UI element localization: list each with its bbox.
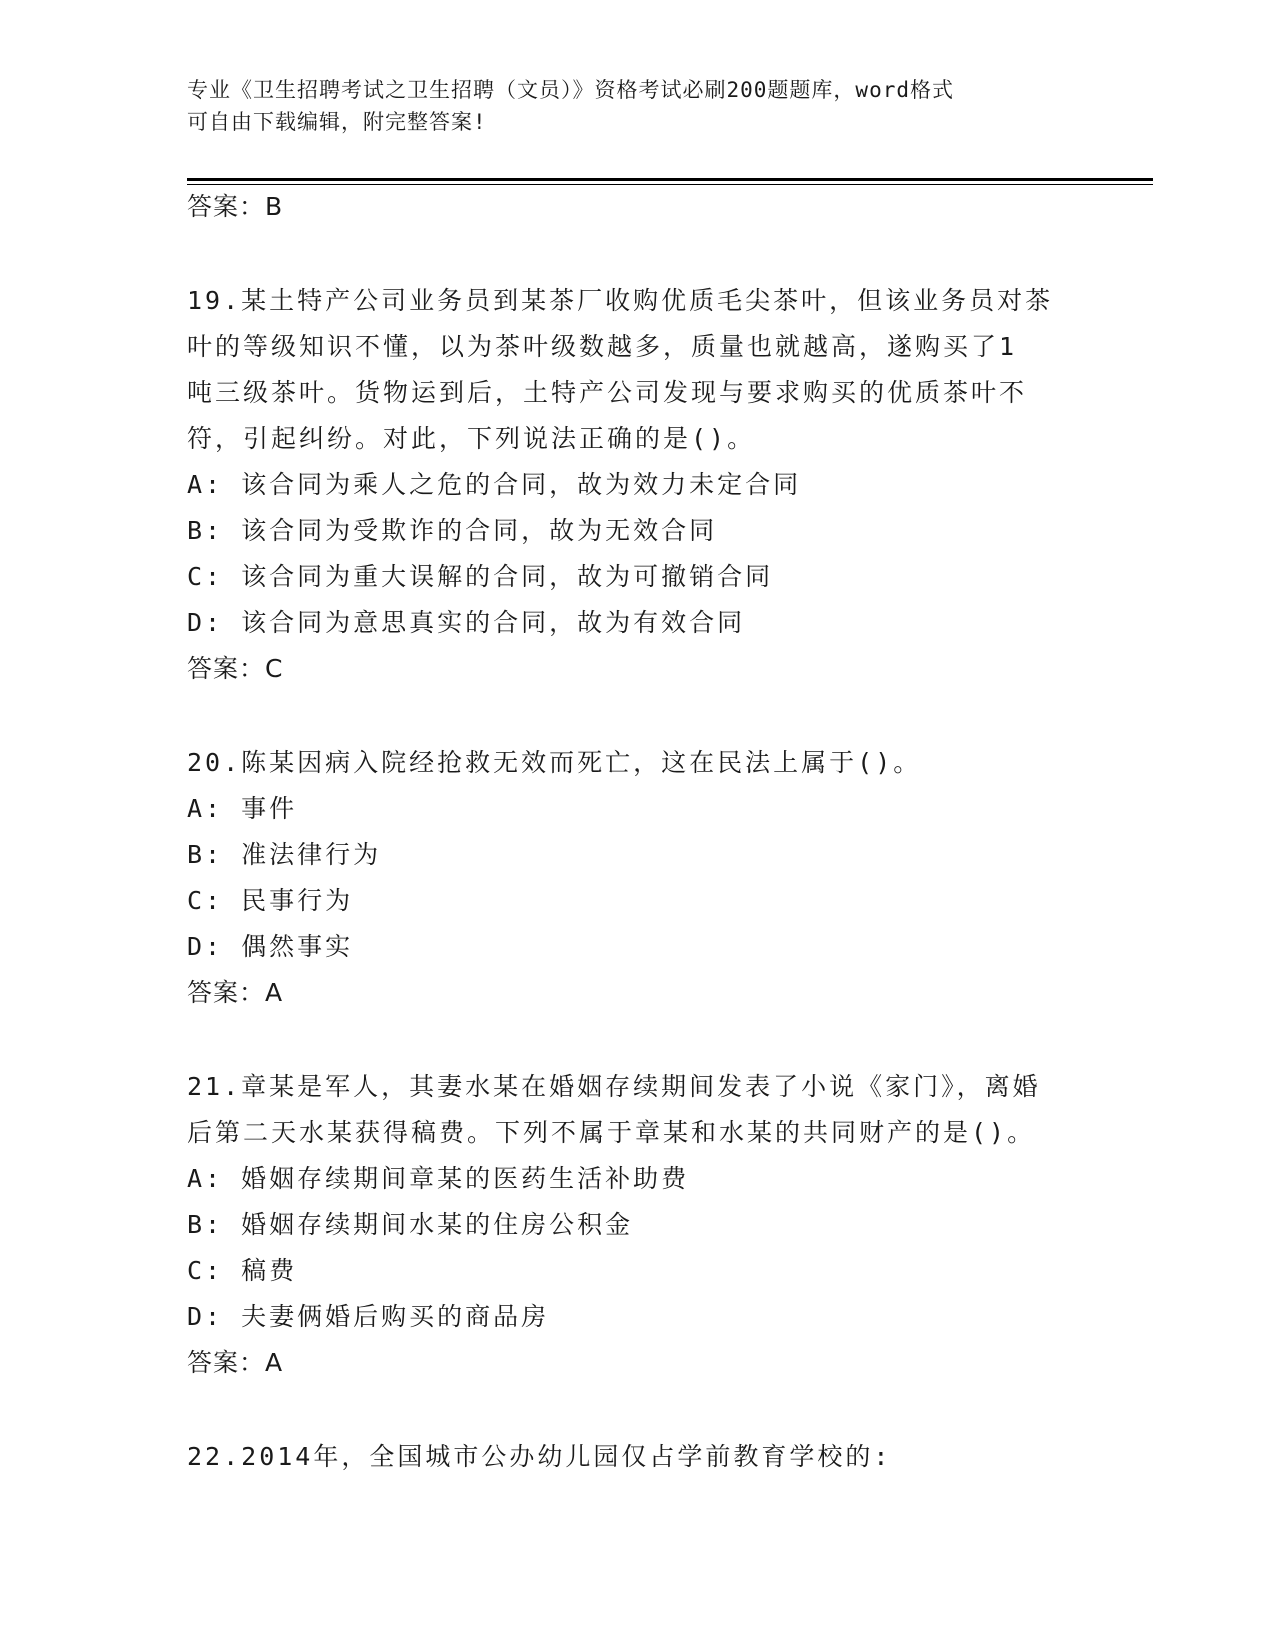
question-stem-line: 后第二天水某获得稿费。下列不属于章某和水某的共同财产的是()。: [187, 1118, 1036, 1147]
option-c: C: 民事行为: [187, 886, 354, 915]
header-rule-thick: [187, 178, 1153, 181]
option-d: D: 夫妻俩婚后购买的商品房: [187, 1302, 550, 1331]
question-21: [187, 1064, 1087, 1386]
question-19: [187, 278, 1087, 692]
option-a: A: 婚姻存续期间章某的医药生活补助费: [187, 1164, 690, 1193]
answer: 答案：C: [187, 654, 284, 683]
option-b: B: 婚姻存续期间水某的住房公积金: [187, 1210, 634, 1239]
page-content: [187, 184, 1087, 1480]
question-stem-line: 20.陈某因病入院经抢救无效而死亡，这在民法上属于()。: [187, 748, 922, 777]
option-b: B: 该合同为受欺诈的合同，故为无效合同: [187, 516, 718, 545]
question-20: [187, 740, 1087, 1016]
answer: 答案：A: [187, 1348, 284, 1377]
question-22: [187, 1434, 1087, 1480]
question-stem-line: 22.2014年，全国城市公办幼儿园仅占学前教育学校的:: [187, 1442, 892, 1471]
header-line-1: 专业《卫生招聘考试之卫生招聘（文员）》资格考试必刷200题题库，word格式: [187, 78, 954, 102]
question-stem-line: 符，引起纠纷。对此，下列说法正确的是()。: [187, 424, 756, 453]
answer: 答案：A: [187, 978, 284, 1007]
question-stem-line: 21.章某是军人，其妻水某在婚姻存续期间发表了小说《家门》，离婚: [187, 1072, 1041, 1101]
question-stem-line: 19.某土特产公司业务员到某茶厂收购优质毛尖茶叶，但该业务员对茶: [187, 286, 1054, 315]
option-a: A: 该合同为乘人之危的合同，故为效力未定合同: [187, 470, 802, 499]
option-d: D: 偶然事实: [187, 932, 354, 961]
question-stem-line: 吨三级茶叶。货物运到后，土特产公司发现与要求购买的优质茶叶不: [187, 378, 1028, 407]
question-stem-line: 叶的等级知识不懂，以为茶叶级数越多，质量也就越高，遂购买了1: [187, 332, 1018, 361]
option-c: C: 该合同为重大误解的合同，故为可撤销合同: [187, 562, 774, 591]
previous-answer: 答案：B: [187, 192, 284, 221]
option-c: C: 稿费: [187, 1256, 298, 1285]
header-line-2: 可自由下载编辑，附完整答案!: [187, 110, 487, 134]
option-b: B: 准法律行为: [187, 840, 382, 869]
document-header: [187, 74, 1067, 138]
option-d: D: 该合同为意思真实的合同，故为有效合同: [187, 608, 746, 637]
option-a: A: 事件: [187, 794, 298, 823]
